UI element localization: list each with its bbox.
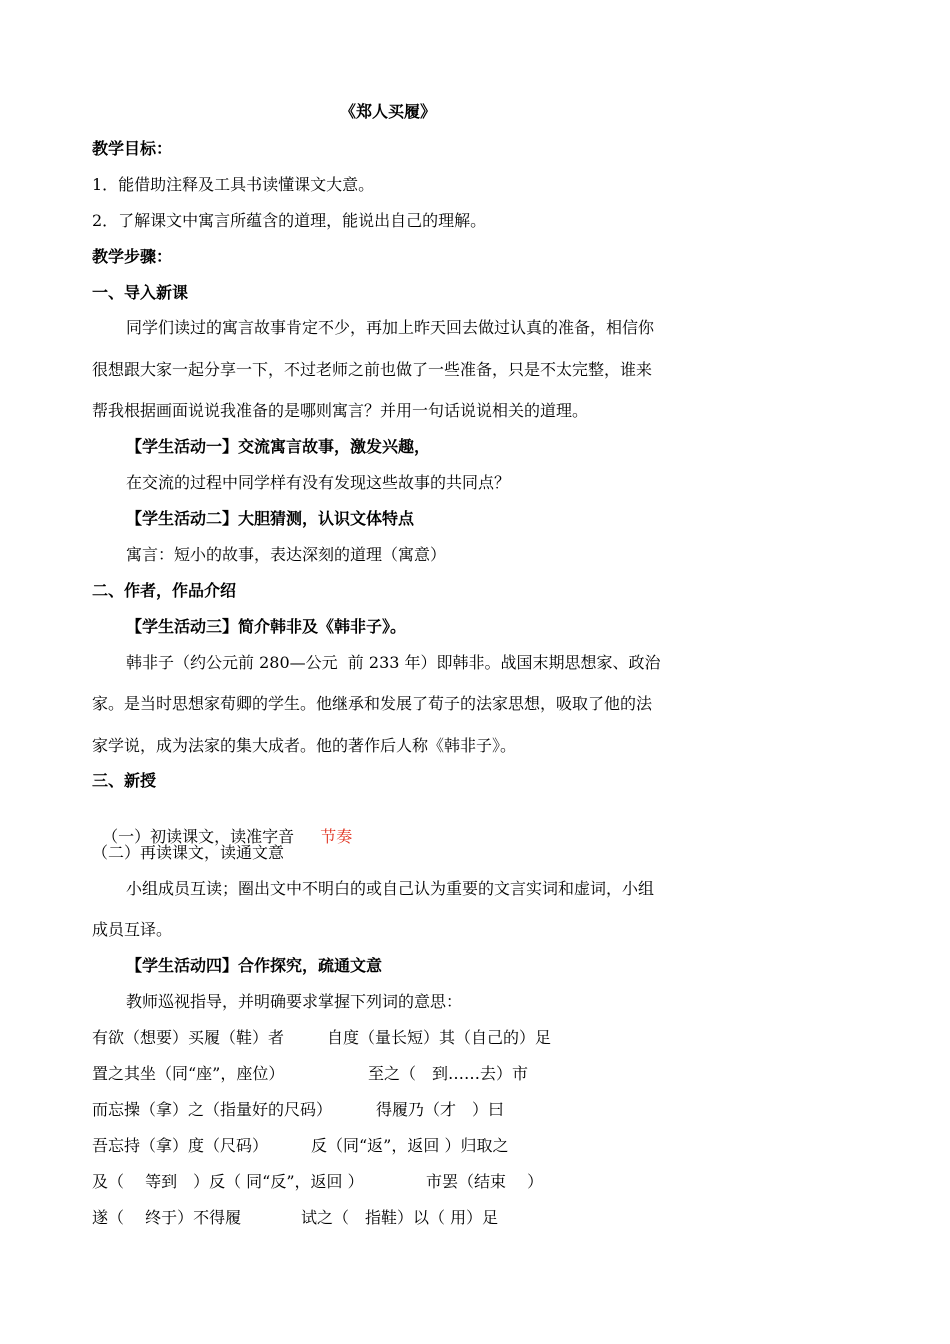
vocab-left: 置之其坐（同“座”，座位）	[92, 1064, 285, 1083]
activity-heading: 【学生活动二】大胆猜测，认识文体特点	[126, 509, 415, 528]
subsection-line: （二）再读课文，读通文意	[92, 843, 285, 862]
vocab-right: 至之（ 到……去）市	[368, 1064, 529, 1083]
vocab-left: 有欲（想要）买履（鞋）者	[92, 1028, 285, 1047]
steps-heading: 教学步骤：	[92, 247, 173, 266]
vocab-right: 试之（ 指鞋）以（ 用）足	[301, 1208, 499, 1227]
paragraph-line: 小组成员互读；圈出文中不明白的或自己认为重要的文言实词和虚词，小组	[126, 879, 655, 898]
vocab-right: 得履乃（才 ）曰	[376, 1100, 505, 1119]
activity-heading: 【学生活动三】简介韩非及《韩非子》。	[126, 617, 407, 636]
paragraph-line: 帮我根据画面说说我准备的是哪则寓言？并用一句话说说相关的道理。	[92, 401, 589, 420]
paragraph-line: 成员互译。	[92, 920, 173, 939]
paragraph-line: 家。是当时思想家荀卿的学生。他继承和发展了荀子的法家思想，吸取了他的法	[92, 694, 653, 713]
rhythm-note: 节奏	[320, 827, 353, 846]
vocab-left: 吾忘持（拿）度（尺码）	[92, 1136, 269, 1155]
subsection-line	[92, 807, 352, 847]
paragraph-line: 同学们读过的寓言故事肯定不少，再加上昨天回去做过认真的准备，相信你	[126, 318, 655, 337]
activity-text: 教师巡视指导，并明确要求掌握下列词的意思：	[126, 992, 463, 1011]
objective-item: 1．能借助注释及工具书读懂课文大意。	[92, 175, 375, 194]
vocab-left: 及（ 等到 ）反（ 同“反”，返回 ）	[92, 1172, 364, 1191]
paragraph-line: 韩非子（约公元前 280—公元 前 233 年）即韩非。战国末期思想家、政治	[126, 653, 661, 672]
vocab-right: 自度（量长短）其（自己的）足	[327, 1028, 552, 1047]
vocab-left: 遂（ 终于）不得履	[92, 1208, 242, 1227]
objectives-heading: 教学目标：	[92, 139, 173, 158]
section-heading: 二、作者，作品介绍	[92, 581, 237, 600]
objective-item: 2．了解课文中寓言所蕴含的道理，能说出自己的理解。	[92, 211, 487, 230]
vocab-right: 市罢（结束 ）	[426, 1172, 544, 1191]
paragraph-line: 家学说，成为法家的集大成者。他的著作后人称《韩非子》。	[92, 736, 517, 755]
document-title: 《郑人买履》	[339, 102, 436, 121]
section-heading: 一、导入新课	[92, 283, 189, 302]
activity-heading: 【学生活动四】合作探究，疏通文意	[126, 956, 383, 975]
vocab-left: 而忘操（拿）之（指量好的尺码）	[92, 1100, 333, 1119]
activity-heading: 【学生活动一】交流寓言故事，激发兴趣，	[126, 437, 431, 456]
activity-text: 在交流的过程中同学样有没有发现这些故事的共同点？	[126, 473, 511, 492]
paragraph-line: 很想跟大家一起分享一下，不过老师之前也做了一些准备，只是不太完整，谁来	[92, 360, 653, 379]
subsection-text: （一）初读课文，读准字音	[102, 827, 295, 846]
activity-text: 寓言：短小的故事，表达深刻的道理（寓意）	[126, 545, 447, 564]
section-heading: 三、新授	[92, 771, 157, 790]
vocab-right: 反（同“返”，返回 ）归取之	[311, 1136, 509, 1155]
